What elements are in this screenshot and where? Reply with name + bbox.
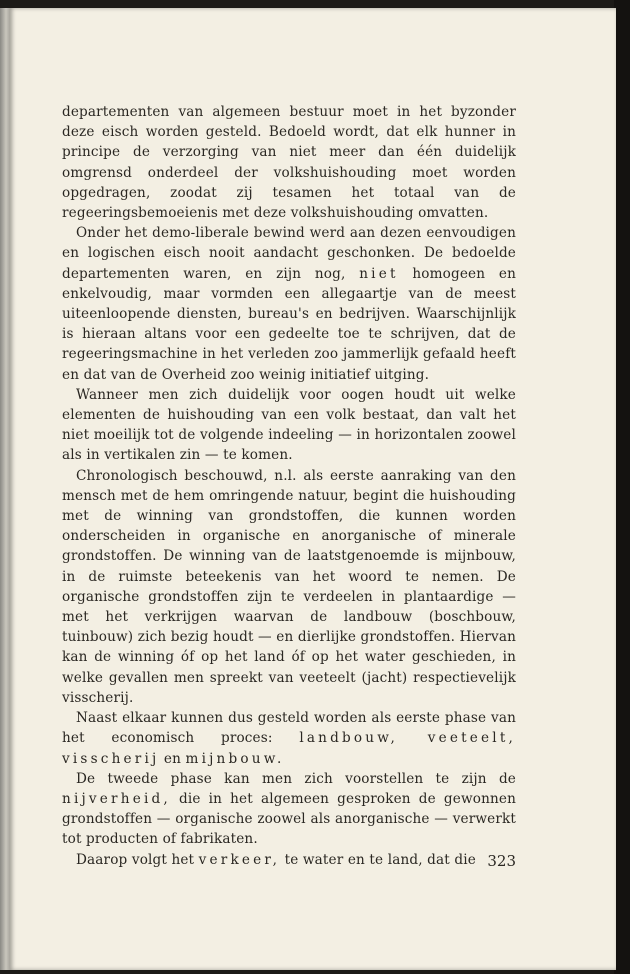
paragraph-text: departementen van algemeen bestuur moet in het byzonder deze eisch worden gesteld. Bedoeld wordt, dat elk hunner in principe de verzorging van niet meer dan één duidelijk omgrensd onderdeel der volkshuishouding moet worden opgedragen, zoodat zij tesamen het totaal van de regeeringsbemoeienis met deze volkshuishouding omvatten.: [62, 104, 516, 222]
spaced-emphasis-text: nijverheid,: [62, 790, 171, 807]
paragraph-text: en: [159, 750, 186, 767]
paragraph: [62, 708, 516, 769]
paragraph: [62, 102, 516, 223]
paragraph-text: Wanneer men zich duidelijk voor oogen houdt uit welke elementen de huishouding van een volk bestaat, dan valt het niet moeilijk tot de volgende indeeling — in horizontalen zoowel als in vertikalen zin — te komen.: [62, 386, 516, 464]
paragraph-text: Onder het demo-liberale bewind werd aan dezen eenvoudigen en logischen eisch nooit aandacht geschonken. De bedoelde departementen waren, en zijn nog,: [62, 225, 516, 282]
spaced-emphasis-text: mijnbouw.: [185, 750, 285, 767]
paragraph: [62, 385, 516, 466]
paragraph-text: homogeen en enkelvoudig, maar vormden een allegaartje van de meest uiteenloopende diensten, bureau's en bedrijven. Waarschijnlijk is hieraan altans voor een gedeelte toe te schrijven, dat de regeeringsmachine in het verleden zoo jammerlijk gefaald heeft en dat van de Overheid zoo weinig initiatief uitging.: [62, 265, 516, 383]
paragraph-text: te water en te land, dat die: [280, 851, 476, 868]
paragraph: [62, 850, 516, 870]
paragraph-text: Chronologisch beschouwd, n.l. als eerste aanraking van den mensch met de hem omringende natuur, begint die huishouding met de winning van grondstoffen, die kunnen worden onderscheiden in organische en anorganische of minerale grondstoffen. De winning van de laatstgenoemde is mijnbouw, in de ruimste beteekenis van het woord te nemen. De organische grondstoffen zijn te verdeelen in plantaardige — met het verkrijgen waarvan de landbouw (boschbouw, tuinbouw) zich bezig houdt — en dierlijke grondstoffen. Hiervan kan de winning óf op het land óf op het water geschieden, in welke gevallen men spreekt van veeteelt (jacht) respectievelijk visscherij.: [62, 467, 516, 706]
paragraph-text: die in het algemeen gesproken de gewonnen grondstoffen — organische zoowel als anorganische — verwerkt tot producten of fabrikaten.: [62, 790, 516, 848]
paragraph-text: Daarop volgt het: [76, 851, 199, 868]
paragraph: [62, 223, 516, 385]
spaced-emphasis-text: verkeer,: [198, 851, 281, 868]
paragraph-text: Naast elkaar kunnen dus gesteld worden als eerste phase van het economisch proces:: [62, 710, 516, 747]
paragraph: [62, 769, 516, 850]
spaced-emphasis-text: landbouw, veeteelt, visscherij: [62, 730, 517, 767]
book-binding-edge: [0, 8, 10, 970]
spaced-emphasis-text: niet: [359, 265, 399, 282]
paragraph-text: De tweede phase kan men zich voorstellen te zijn de: [76, 770, 516, 787]
page-number: 323: [487, 852, 516, 870]
body-text: [62, 102, 516, 870]
scan-background-edge: [614, 0, 630, 974]
paragraph: [62, 466, 516, 708]
